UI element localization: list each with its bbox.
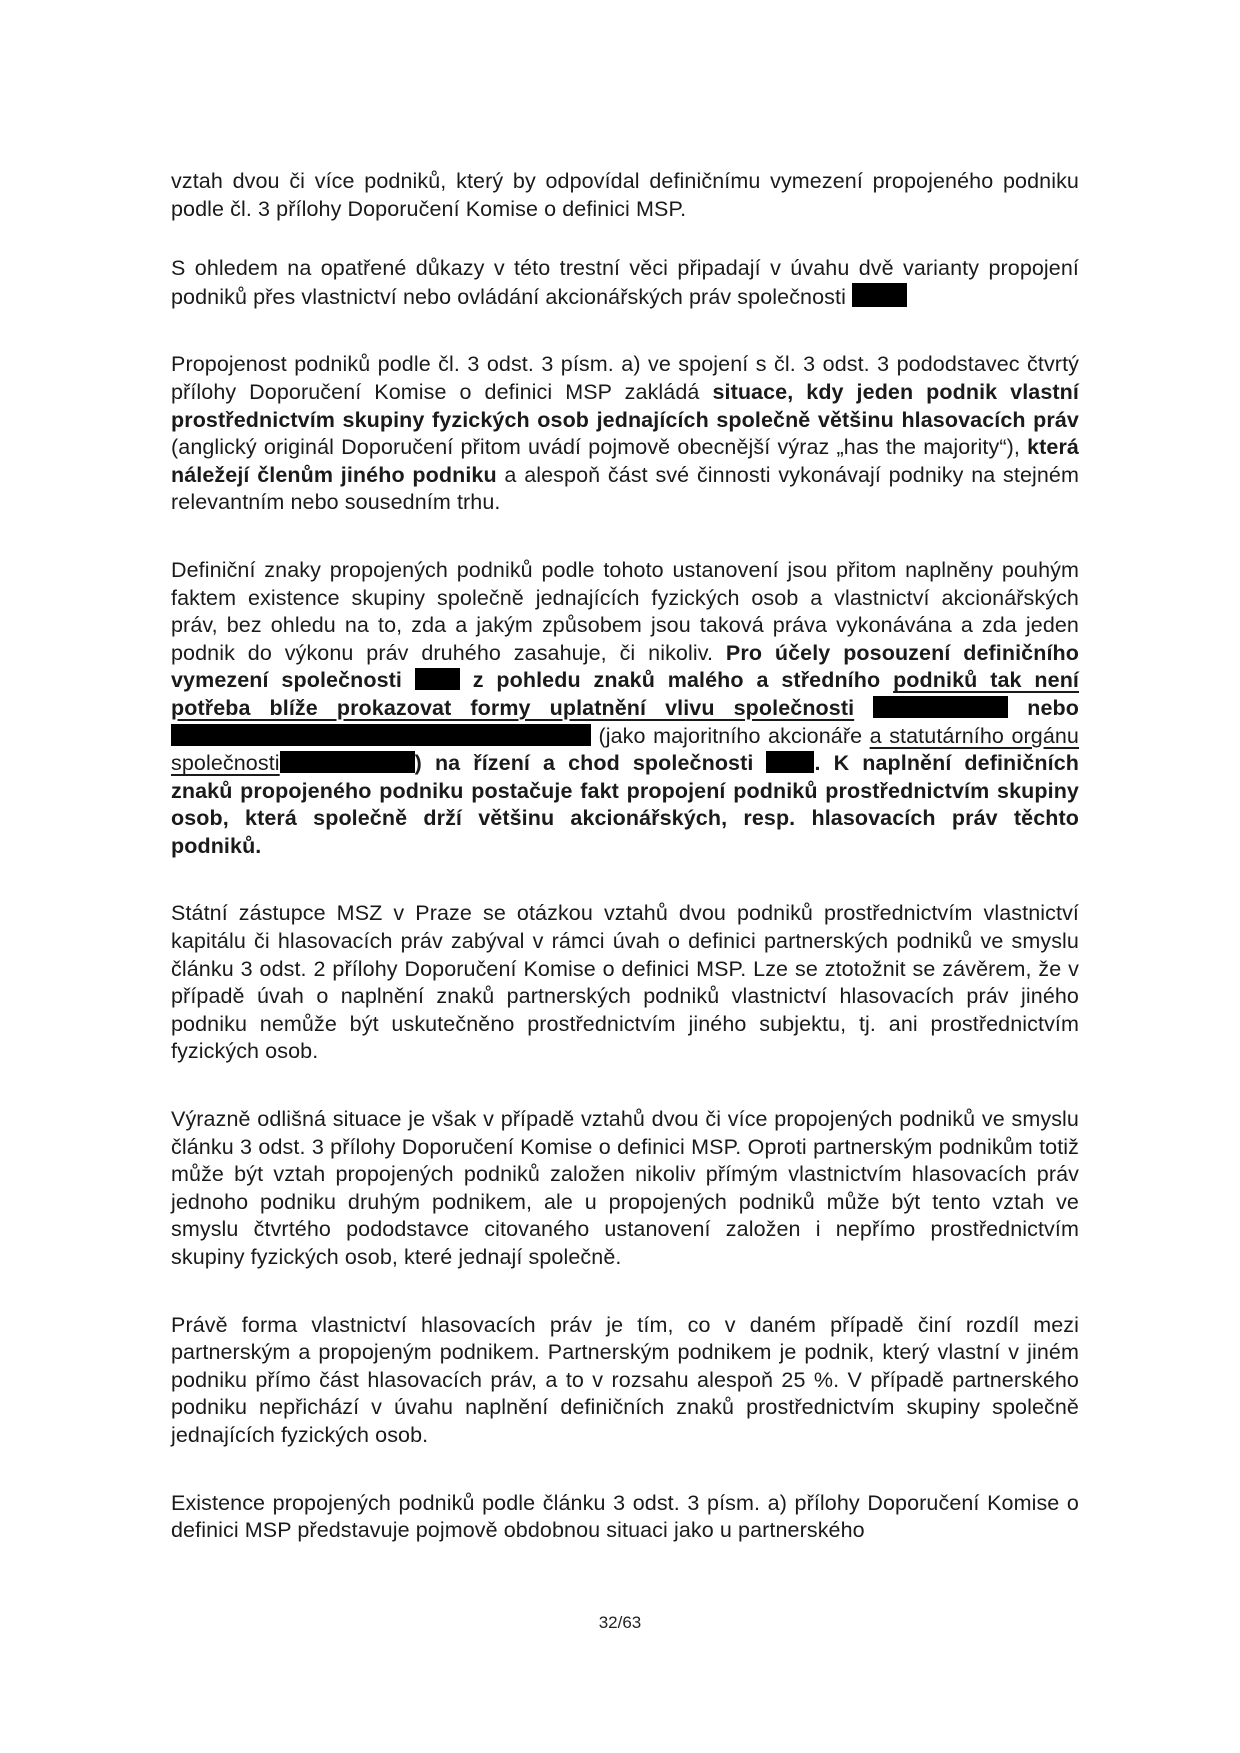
bold-text: nebo: [1008, 695, 1079, 720]
paragraph-text: S ohledem na opatřené důkazy v této trestní věci připadají v úvahu dvě varianty propojení podniků přes vlastnictví nebo ovládání akcionářských práv společnosti: [171, 256, 1079, 309]
bold-text: situace, kdy jeden podnik vlastní prostřednictvím skupiny fyzických osob jednajících společně většinu hlasovacích práv: [171, 379, 1079, 432]
paragraph-text: Existence propojených podniků podle článku 3 odst. 3 písm. a) přílohy Doporučení Komise o definici MSP představuje pojmově obdobnou situaci jako u partnerského: [171, 1490, 1079, 1543]
bold-text: která náležejí členům jiného podniku: [171, 435, 1079, 487]
paragraph-definicni-znaky: [171, 557, 1079, 861]
page-number: 32/63: [598, 1613, 642, 1632]
redaction-block: [415, 668, 460, 690]
paragraph-text: (anglický originál Doporučení přitom uvádí pojmově obecnější výraz „has the majority“),: [171, 435, 1028, 460]
paragraph-text: (jako majoritního akcionáře: [591, 723, 870, 748]
bold-underlined-text: podniků tak není potřeba blíže prokazovat formy uplatnění vlivu společnosti: [171, 668, 1079, 720]
bold-text: z pohledu znaků malého a středního: [459, 668, 894, 693]
underlined-text: a statutárního orgánu společnosti: [171, 723, 1079, 776]
redaction-block: [280, 751, 415, 773]
paragraph-text: Státní zástupce MSZ v Praze se otázkou vztahů dvou podniků prostřednictvím vlastnictví kapitálu či hlasovacích práv zabýval v rámci úvah o definici partnerských podniků ve smyslu článku 3 odst. 2 přílohy Doporučení Komise o definici MSP. Lze se ztotožnit se závěrem, že v případě úvah o naplnění znaků partnerských podniků vlastnictví hlasovacích práv jiného podniku nemůže být uskutečněno prostřednictvím jiného subjektu, tj. ani prostřednictvím fyzických osob.: [171, 901, 1079, 1064]
document-body: [171, 168, 1079, 1585]
bold-text: . K naplnění definičních znaků propojeného podniku postačuje fakt propojení podniků prostřednictvím skupiny osob, která společně drží většinu akcionářských, resp. hlasovacích práv těchto podniků.: [171, 751, 1080, 858]
paragraph-text: Právě forma vlastnictví hlasovacích práv je tím, co v daném případě činí rozdíl mezi partnerským a propojeným podnikem. Partnerským podnikem je podnik, který vlastní v jiném podniku přímo část hlasovacích práv, a to v rozsahu alespoň 25 %. V případě partnerského podniku nepřichází v úvahu naplnění definičních znaků prostřednictvím skupiny společně jednajících fyzických osob.: [171, 1312, 1079, 1447]
paragraph-text: a alespoň část své činnosti vykonávají podniky na stejném relevantním nebo sousedním trhu.: [171, 462, 1080, 515]
paragraph-propojenost: [171, 351, 1079, 517]
redaction-block: [873, 696, 1008, 718]
paragraph-odlisna-situace: [171, 1106, 1079, 1272]
paragraph-continuation: [171, 168, 1079, 223]
paragraph-variants: [171, 255, 1079, 311]
paragraph-text: vztah dvou či více podniků, který by odpovídal definičnímu vymezení propojeného podniku podle čl. 3 přílohy Doporučení Komise o definici MSP.: [171, 169, 1079, 221]
paragraph-existence: [171, 1490, 1079, 1545]
paragraph-text: Propojenost podniků podle čl. 3 odst. 3 písm. a) ve spojení s čl. 3 odst. 3 pododstavec čtvrtý přílohy Doporučení Komise o definici MSP zakládá: [171, 352, 1079, 404]
paragraph-forma-vlastnictvi: [171, 1312, 1079, 1450]
bold-text: ) na řízení a chod společnosti: [414, 751, 754, 776]
paragraph-text: Definiční znaky propojených podniků podle tohoto ustanovení jsou přitom naplněny pouhým faktem existence skupiny společně jednajících fyzických osob a vlastnictví akcionářských práv, bez ohledu na to, zda a jakým způsobem jsou taková práva vykonávána a zda jeden podnik do výkonu práv druhého zasahuje, či nikoliv.: [171, 557, 1079, 665]
redaction-block: [766, 751, 814, 773]
redaction-block: [171, 724, 591, 746]
paragraph-text: Výrazně odlišná situace je však v případě vztahů dvou či více propojených podniků ve smyslu článku 3 odst. 3 přílohy Doporučení Komise o definici MSP. Oproti partnerským podnikům totiž může být vztah propojených podniků založen nikoliv přímým vlastnictvím hlasovacích práv jednoho podniku druhým podnikem, ale u propojených podniků může být tento vztah ve smyslu čtvrtého pododstavce citovaného ustanovení založen i nepřímo prostřednictvím skupiny fyzických osob, které jednají společně.: [171, 1107, 1079, 1269]
redaction-block: [852, 283, 907, 307]
bold-text: Pro účely posouzení definičního vymezení společnosti: [171, 640, 1079, 693]
paragraph-statni-zastupce: [171, 900, 1079, 1066]
